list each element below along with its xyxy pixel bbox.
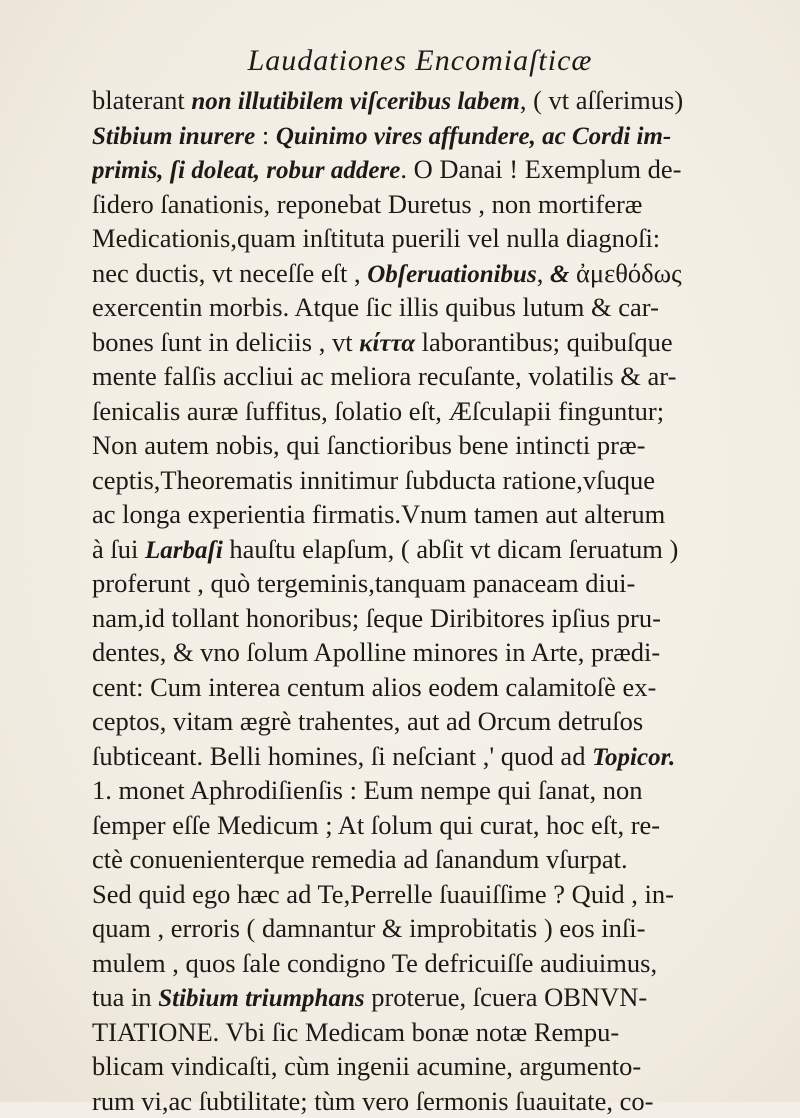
- text-line: [92, 290, 752, 325]
- italic-text-segment: Topicor.: [592, 744, 675, 771]
- text-line: [92, 463, 752, 498]
- text-segment: ceptis,Theorematis innitimur ſubducta ratione,vſuque: [92, 465, 655, 495]
- text-segment: ἀμεθόδως: [569, 258, 681, 288]
- text-line: [92, 601, 752, 636]
- text-segment: ,: [537, 258, 550, 288]
- text-line: [92, 1015, 752, 1050]
- text-line: [92, 808, 752, 843]
- text-segment: laborantibus; quibuſque: [415, 327, 673, 357]
- text-segment: nam,id tollant honoribus; ſeque Diribitores ipſius pru-: [92, 603, 661, 633]
- body-text: [92, 83, 752, 1118]
- text-line: [92, 946, 752, 981]
- text-segment: blicam vindicaſti, cùm ingenii acumine, argumento-: [92, 1051, 641, 1081]
- text-line: [92, 83, 752, 118]
- text-segment: rum vi,ac ſubtilitate; tùm vero ſermonis ſuauitate, co-: [92, 1086, 654, 1116]
- text-segment: ſemper eſſe Medicum ; At ſolum qui curat, hoc eſt, re-: [92, 810, 660, 840]
- text-segment: ſenicalis auræ ſuffitus, ſolatio eſt, Æſculapii finguntur;: [92, 396, 664, 426]
- text-line: [92, 773, 752, 808]
- text-segment: bones ſunt in deliciis , vt: [92, 327, 359, 357]
- italic-text-segment: Stibium triumphans: [158, 985, 364, 1012]
- text-segment: Sed quid ego hæc ad Te,Perrelle ſuauiſſime ? Quid , in-: [92, 879, 674, 909]
- text-segment: exercentin morbis. Atque ſic illis quibus lutum & car-: [92, 292, 659, 322]
- text-segment: dentes, & vno ſolum Apolline minores in Arte, prædi-: [92, 637, 660, 667]
- text-segment: proferunt , quò tergeminis,tanquam panaceam diui-: [92, 568, 635, 598]
- text-segment: Non autem nobis, qui ſanctioribus bene intincti præ-: [92, 430, 645, 460]
- text-line: [92, 704, 752, 739]
- text-line: [92, 428, 752, 463]
- running-title: Laudationes Encomiaſticæ: [0, 44, 800, 78]
- italic-text-segment: Quinimo vires affundere, ac Cordi im-: [276, 123, 671, 150]
- text-line: [92, 670, 752, 705]
- text-line: [92, 256, 752, 291]
- text-segment: mulem , quos ſale condigno Te defricuiſſe audiuimus,: [92, 948, 657, 978]
- text-line: [92, 497, 752, 532]
- text-line: [92, 532, 752, 567]
- italic-text-segment: Stibium inurere: [92, 123, 255, 150]
- text-segment: mente falſis accliui ac meliora recuſante, volatilis & ar-: [92, 361, 676, 391]
- text-line: [92, 118, 752, 153]
- text-segment: Medicationis,quam inſtituta puerili vel nulla diagnoſi:: [92, 223, 660, 253]
- italic-text-segment: Obſeruationibus: [367, 261, 536, 288]
- text-line: [92, 566, 752, 601]
- text-line: [92, 635, 752, 670]
- text-segment: à ſui: [92, 534, 145, 564]
- text-segment: blaterant: [92, 85, 191, 115]
- text-line: [92, 187, 752, 222]
- text-segment: , ( vt aſſerimus): [520, 85, 683, 115]
- text-segment: proterue, ſcuera OBNVN-: [365, 982, 648, 1012]
- text-segment: . O Danai ! Exemplum de-: [400, 154, 681, 184]
- text-segment: ctè conuenienterque remedia ad ſanandum vſurpat.: [92, 844, 628, 874]
- text-segment: cent: Cum interea centum alios eodem calamitoſè ex-: [92, 672, 656, 702]
- italic-text-segment: Larbaſi: [145, 537, 223, 564]
- text-segment: quam , erroris ( damnantur & improbitatis ) eos inſi-: [92, 913, 645, 943]
- text-line: [92, 1049, 752, 1084]
- text-line: [92, 152, 752, 187]
- text-line: [92, 877, 752, 912]
- italic-text-segment: &: [550, 261, 569, 288]
- text-line: [92, 394, 752, 429]
- text-segment: nec ductis, vt neceſſe eſt ,: [92, 258, 367, 288]
- text-line: [92, 980, 752, 1015]
- text-segment: ſidero ſanationis, reponebat Duretus , non mortiferæ: [92, 189, 642, 219]
- text-segment: ac longa experientia firmatis.Vnum tamen aut alterum: [92, 499, 665, 529]
- text-line: [92, 325, 752, 360]
- italic-text-segment: primis, ſi doleat, robur addere: [92, 157, 400, 184]
- text-line: [92, 911, 752, 946]
- text-segment: hauſtu elapſum, ( abſit vt dicam ſeruatum ): [223, 534, 679, 564]
- text-line: [92, 1084, 752, 1118]
- text-line: [92, 842, 752, 877]
- text-line: [92, 221, 752, 256]
- text-line: [92, 739, 752, 774]
- text-segment: ceptos, vitam ægrè trahentes, aut ad Orcum detruſos: [92, 706, 643, 736]
- text-segment: tua in: [92, 982, 158, 1012]
- text-segment: 1. monet Aphrodiſienſis : Eum nempe qui ſanat, non: [92, 775, 643, 805]
- text-line: [92, 359, 752, 394]
- text-segment: TIATIONE. Vbi ſic Medicam bonæ notæ Rempu-: [92, 1017, 619, 1047]
- italic-text-segment: non illutibilem viſceribus labem: [191, 88, 519, 115]
- italic-text-segment: κίττα: [359, 330, 415, 357]
- text-segment: ſubticeant. Belli homines, ſi neſciant ,' quod ad: [92, 741, 592, 771]
- text-segment: :: [255, 120, 276, 150]
